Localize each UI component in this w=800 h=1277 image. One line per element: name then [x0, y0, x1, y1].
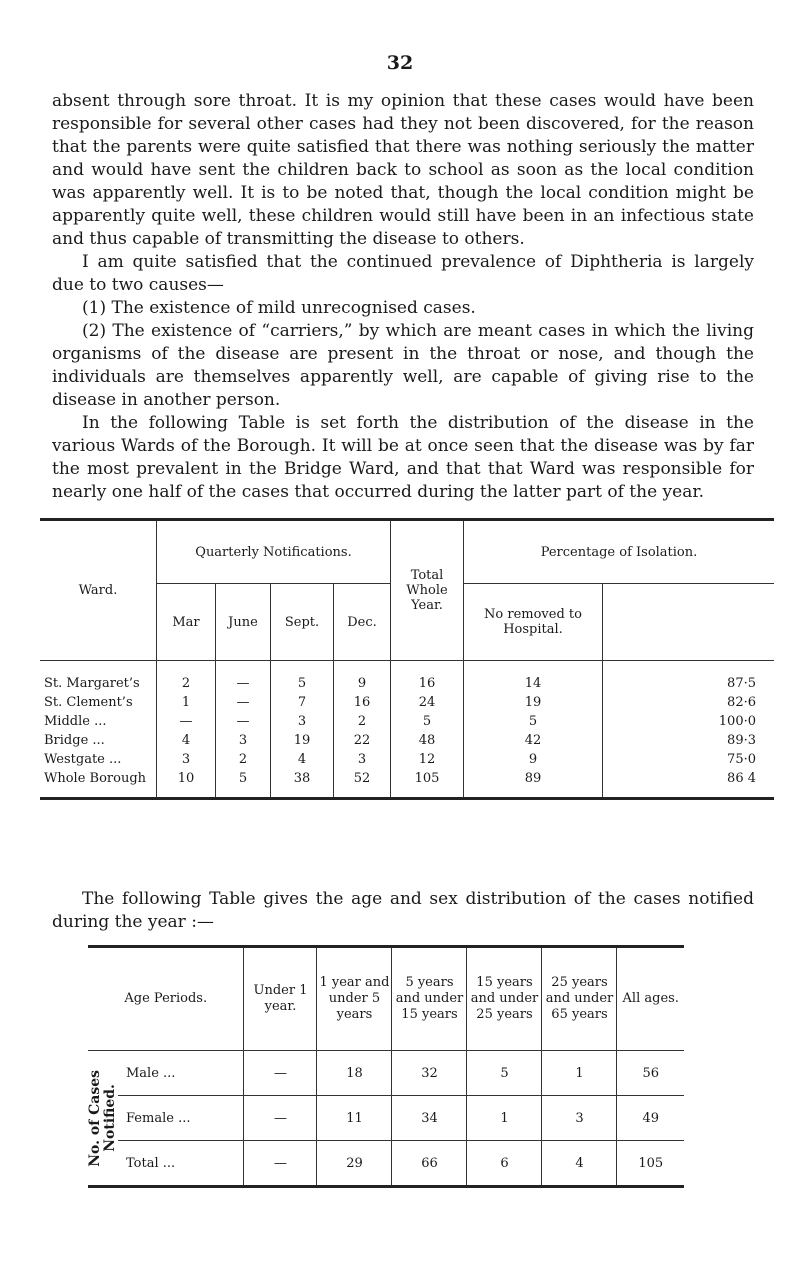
cell-total: 24: [391, 693, 464, 712]
cause-item-2: (2) The existence of “carriers,” by which are meant cases in which the living organisms of the disease are present in the throat or nose, and though the individuals are themselves apparently well, are capable of giving rise to the disease in another person.: [52, 321, 754, 410]
cell-dec: 52: [334, 769, 391, 799]
header-5-15: 5 years and under 15 years: [392, 947, 467, 1051]
cell-under1: —: [244, 1141, 317, 1187]
row-label: Male ...: [118, 1051, 244, 1096]
cell-y1_5: 18: [317, 1051, 392, 1096]
paragraph-3: In the following Table is set forth the distribution of the disease in the various Wards of the Borough. It will be at once seen that the disease was by far the most prevalent in the Bridge Ward, and that that Ward was responsible for nearly one half of the cases that occurred during the latter part of the year.: [52, 413, 754, 502]
cell-june: —: [216, 712, 271, 731]
cell-june: 3: [216, 731, 271, 750]
header-under-1: Under 1 year.: [244, 947, 317, 1051]
cell-mar: 3: [157, 750, 216, 769]
age-sex-table: [88, 945, 684, 1188]
cell-removed: 42: [464, 731, 603, 750]
header-june: June: [216, 584, 271, 661]
cell-y5_15: 34: [392, 1096, 467, 1141]
table-row: [88, 1096, 684, 1141]
cell-y15_25: 5: [467, 1051, 542, 1096]
header-age-periods: Age Periods.: [88, 947, 244, 1051]
table-row: [40, 712, 774, 731]
cell-under1: —: [244, 1051, 317, 1096]
cell-pct: 100·0: [603, 712, 775, 731]
cell-pct: 89·3: [603, 731, 775, 750]
cell-total: 16: [391, 661, 464, 694]
cell-y15_25: 1: [467, 1096, 542, 1141]
cell-total: 105: [391, 769, 464, 799]
header-quarterly: Quarterly Notifications.: [157, 520, 391, 584]
cell-sept: 5: [271, 661, 334, 694]
cell-y5_15: 66: [392, 1141, 467, 1187]
paragraph-1: absent through sore throat. It is my opinion that these cases would have been responsible for several other cases had they not been discovered, for the reason that the parents were quite satisfied that there was nothing seriously the matter and would have sent the children back to school as soon as the local condition was apparently well. It is to be noted that, though the local condition might be apparently quite well, these children would still have been in an infectious state and thus capable of transmitting the disease to others.: [52, 91, 754, 249]
cell-sept: 19: [271, 731, 334, 750]
header-sept: Sept.: [271, 584, 334, 661]
header-mar: Mar: [157, 584, 216, 661]
cell-under1: —: [244, 1096, 317, 1141]
header-dec: Dec.: [334, 584, 391, 661]
cell-june: —: [216, 661, 271, 694]
page-number: 32: [386, 52, 414, 74]
cell-june: —: [216, 693, 271, 712]
paragraph-4: The following Table gives the age and sex distribution of the cases notified during the year :—: [52, 889, 754, 932]
table-row: [40, 661, 774, 694]
cell-ward: Whole Borough: [44, 771, 147, 786]
header-percentage: Percentage of Isolation.: [464, 520, 775, 584]
cell-pct: 82·6: [603, 693, 775, 712]
cell-y25_65: 3: [542, 1096, 617, 1141]
cell-dec: 2: [334, 712, 391, 731]
row-label: Total ...: [118, 1141, 244, 1187]
cell-y5_15: 32: [392, 1051, 467, 1096]
cell-removed: 9: [464, 750, 603, 769]
cell-mar: 10: [157, 769, 216, 799]
cell-pct: 75·0: [603, 750, 775, 769]
cell-y1_5: 11: [317, 1096, 392, 1141]
cell-all: 105: [617, 1141, 684, 1187]
cell-y25_65: 4: [542, 1141, 617, 1187]
cell-pct: 87·5: [603, 661, 775, 694]
cell-ward: St. Margaret’s: [44, 676, 140, 691]
cell-dec: 22: [334, 731, 391, 750]
cell-mar: 2: [157, 661, 216, 694]
side-label: [88, 1051, 118, 1187]
header-removed: No removed to Hospital.: [464, 584, 603, 661]
cell-mar: —: [157, 712, 216, 731]
body-text: [52, 90, 754, 504]
cell-removed: 5: [464, 712, 603, 731]
cell-mar: 4: [157, 731, 216, 750]
header-15-25: 15 years and under 25 years: [467, 947, 542, 1051]
side-label-line-1: No. of Cases: [87, 1069, 103, 1167]
cell-removed: 89: [464, 769, 603, 799]
table-row: [88, 1051, 684, 1096]
cell-dec: 3: [334, 750, 391, 769]
header-25-65: 25 years and under 65 years: [542, 947, 617, 1051]
table-row: [40, 750, 774, 769]
row-label: Female ...: [118, 1096, 244, 1141]
cell-y25_65: 1: [542, 1051, 617, 1096]
paragraph-2: I am quite satisfied that the continued prevalence of Diphtheria is largely due to two causes—: [52, 252, 754, 295]
cell-sept: 38: [271, 769, 334, 799]
cell-ward: St. Clement’s: [44, 695, 133, 710]
header-total: Total Whole Year.: [391, 520, 464, 661]
cell-all: 49: [617, 1096, 684, 1141]
cell-ward: Middle ...: [44, 714, 107, 729]
cell-total: 48: [391, 731, 464, 750]
cause-item-1: (1) The existence of mild unrecognised cases.: [82, 298, 476, 318]
cell-dec: 16: [334, 693, 391, 712]
side-label-line-2: Notified.: [102, 1084, 118, 1152]
cell-ward: Bridge ...: [44, 733, 105, 748]
cell-removed: 19: [464, 693, 603, 712]
cell-y15_25: 6: [467, 1141, 542, 1187]
cell-sept: 4: [271, 750, 334, 769]
cell-mar: 1: [157, 693, 216, 712]
cell-ward: Westgate ...: [44, 752, 122, 767]
cell-removed: 14: [464, 661, 603, 694]
cell-pct: 86 4: [603, 769, 775, 799]
cell-dec: 9: [334, 661, 391, 694]
header-pct-blank: [603, 584, 775, 661]
cell-june: 2: [216, 750, 271, 769]
header-all-ages: All ages.: [617, 947, 684, 1051]
cell-y1_5: 29: [317, 1141, 392, 1187]
cell-all: 56: [617, 1051, 684, 1096]
ward-distribution-table: [40, 518, 774, 800]
table-row: [88, 1141, 684, 1187]
header-ward: Ward.: [40, 520, 157, 661]
cell-sept: 7: [271, 693, 334, 712]
cell-sept: 3: [271, 712, 334, 731]
table-row: [40, 693, 774, 712]
table-row: [40, 769, 774, 799]
cell-total: 5: [391, 712, 464, 731]
header-1-5: 1 year and under 5 years: [317, 947, 392, 1051]
table-row: [40, 731, 774, 750]
cell-june: 5: [216, 769, 271, 799]
cell-total: 12: [391, 750, 464, 769]
